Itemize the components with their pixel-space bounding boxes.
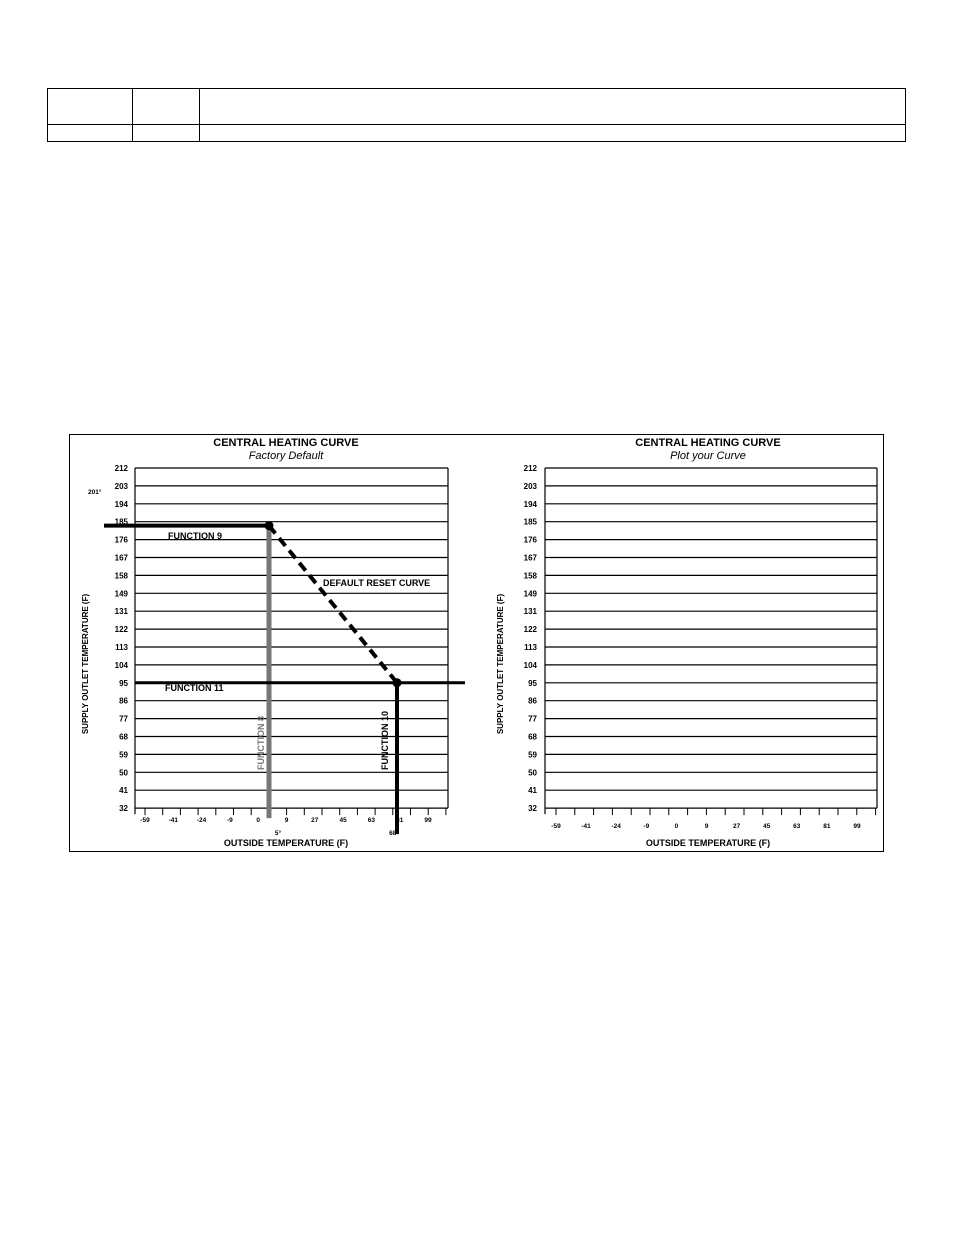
x-tick-label: 45 xyxy=(339,817,347,824)
y-tick-label: 68 xyxy=(119,732,128,742)
table-row xyxy=(48,89,906,125)
y-tick-label: 41 xyxy=(528,786,537,796)
y-tick-label: 113 xyxy=(115,643,128,652)
x-tick-label: 27 xyxy=(311,817,319,824)
function8-label: FUNCTION 8 xyxy=(256,716,266,770)
y-tick-label: 167 xyxy=(523,553,537,563)
chart-subtitle: Factory Default xyxy=(248,450,324,462)
y-tick-label: 113 xyxy=(524,643,537,652)
gridlines xyxy=(135,468,448,808)
y-tick-label: 131 xyxy=(523,607,537,617)
factory-default-chart xyxy=(81,437,465,848)
x-tick-label: 63 xyxy=(367,817,376,824)
y-tick-label: 41 xyxy=(119,786,128,796)
y-tick-label: 203 xyxy=(523,481,537,491)
y-tick-label: 50 xyxy=(119,768,128,778)
x-tick-label: -41 xyxy=(168,817,179,824)
header-table xyxy=(47,88,906,142)
y-tick-label: 122 xyxy=(523,625,537,635)
y-tick-label: 86 xyxy=(528,696,537,706)
table-cell xyxy=(48,125,133,142)
x-tick-label: -9 xyxy=(643,823,650,830)
x-high-label: 68° xyxy=(389,830,399,837)
x-tick-label: 9 xyxy=(704,823,709,830)
y-tick-label: 212 xyxy=(114,464,128,473)
y-tick-label: 104 xyxy=(523,660,537,670)
table-cell xyxy=(133,89,200,125)
curve-point xyxy=(265,521,274,530)
x-tick-label: -9 xyxy=(227,817,233,824)
x-tick-labels xyxy=(140,817,432,824)
x-axis xyxy=(135,468,448,815)
heating-curve-figure xyxy=(69,434,884,852)
y-tick-label: 194 xyxy=(523,499,537,509)
y-tick-label: 77 xyxy=(528,714,537,724)
curve-overlay xyxy=(88,488,465,837)
y-tick-label: 59 xyxy=(528,750,537,760)
figure-svg xyxy=(70,435,885,853)
y-tick-labels xyxy=(115,464,129,813)
y-axis-label: SUPPLY OUTLET TEMPERATURE (F) xyxy=(496,593,505,735)
plot-your-curve-chart xyxy=(496,437,877,848)
default-reset-curve xyxy=(269,526,397,683)
y-tick-label: 176 xyxy=(523,535,537,545)
y-tick-label: 149 xyxy=(523,589,537,599)
x-tick-label: -59 xyxy=(551,823,561,830)
x-tick-label: 27 xyxy=(732,823,741,830)
table-row xyxy=(48,125,906,142)
chart-title: CENTRAL HEATING CURVE xyxy=(635,437,781,449)
y-tick-label: 32 xyxy=(528,804,537,814)
table-cell xyxy=(133,125,200,142)
y-tick-label: 149 xyxy=(114,589,128,599)
x-axis xyxy=(545,468,877,815)
y-tick-labels xyxy=(524,464,538,813)
function10-label: FUNCTION 10 xyxy=(380,710,390,770)
y-tick-label: 203 xyxy=(114,481,128,491)
y-tick-label: 185 xyxy=(523,517,537,527)
x-axis-label: OUTSIDE TEMPERATURE (F) xyxy=(645,838,771,848)
x-tick-label: 0 xyxy=(256,817,261,824)
x-tick-label: -24 xyxy=(196,817,207,824)
x-tick-label: 0 xyxy=(674,823,679,830)
max-temp-label: 201° xyxy=(88,489,102,496)
y-tick-label: 194 xyxy=(114,499,128,509)
y-tick-label: 104 xyxy=(114,660,128,670)
curve-point xyxy=(393,678,402,687)
x-tick-label: 45 xyxy=(763,823,771,830)
function11-label: FUNCTION 11 xyxy=(165,683,224,693)
y-tick-label: 122 xyxy=(114,625,128,635)
y-tick-label: 59 xyxy=(119,750,128,760)
y-tick-label: 95 xyxy=(528,678,537,688)
y-tick-label: 86 xyxy=(119,696,128,706)
y-tick-label: 185 xyxy=(114,517,128,527)
table-cell xyxy=(200,125,906,142)
y-axis-label: SUPPLY OUTLET TEMPERATURE (F) xyxy=(81,593,90,735)
y-tick-label: 167 xyxy=(114,553,128,563)
y-tick-label: 77 xyxy=(119,714,128,724)
x-tick-labels xyxy=(551,823,861,830)
y-tick-label: 176 xyxy=(114,535,128,545)
x-tick-label: -41 xyxy=(581,823,591,830)
x-tick-label: -24 xyxy=(611,823,621,830)
x-axis-label: OUTSIDE TEMPERATURE (F) xyxy=(223,838,349,848)
x-tick-label: 99 xyxy=(424,817,432,824)
function9-label: FUNCTION 9 xyxy=(168,531,222,541)
y-tick-label: 68 xyxy=(528,732,537,742)
y-tick-label: 95 xyxy=(119,678,128,688)
x-tick-label: 81 xyxy=(823,823,831,830)
table-cell xyxy=(48,89,133,125)
y-tick-label: 158 xyxy=(114,571,128,581)
y-tick-label: 158 xyxy=(523,571,537,581)
y-tick-label: 50 xyxy=(528,768,537,778)
y-tick-label: 131 xyxy=(114,607,128,617)
y-tick-label: 212 xyxy=(523,464,537,473)
x-tick-label: 9 xyxy=(284,817,289,824)
chart-title: CENTRAL HEATING CURVE xyxy=(213,437,359,449)
x-tick-label: 63 xyxy=(793,823,801,830)
chart-subtitle: Plot your Curve xyxy=(670,450,746,462)
y-tick-label: 32 xyxy=(119,804,128,814)
x-tick-label: -59 xyxy=(140,817,150,824)
table-cell xyxy=(200,89,906,125)
default-reset-curve-label: DEFAULT RESET CURVE xyxy=(323,578,431,588)
x-tick-label: 99 xyxy=(853,823,861,830)
x-low-label: 5° xyxy=(274,830,282,837)
gridlines xyxy=(545,468,877,808)
x-tick-label: 81 xyxy=(396,817,404,824)
